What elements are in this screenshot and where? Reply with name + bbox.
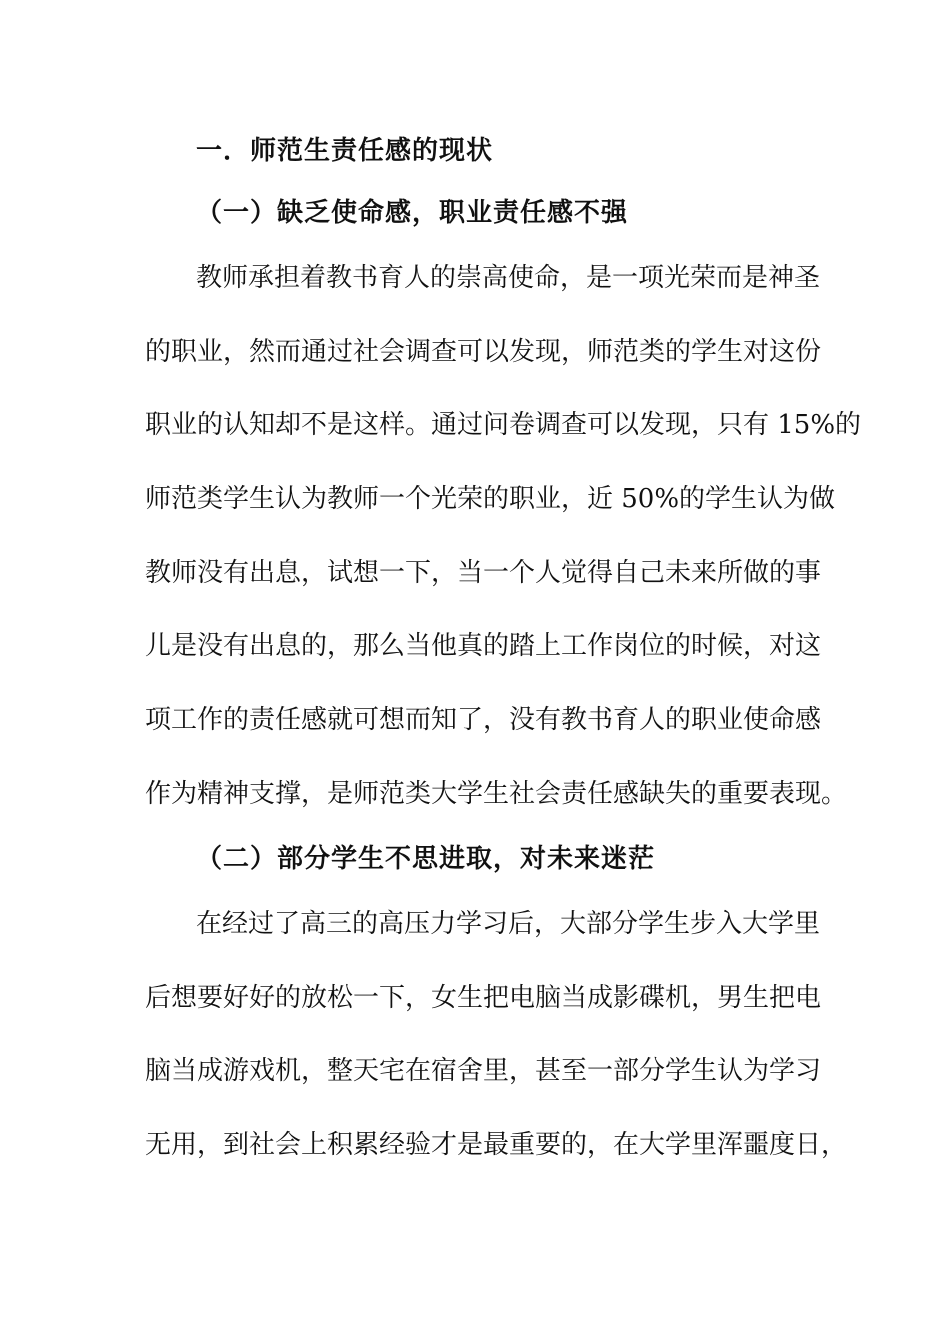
paragraph-line: 项工作的责任感就可想而知了，没有教书育人的职业使命感 [145,705,822,735]
paragraph-line: 儿是没有出息的，那么当他真的踏上工作岗位的时候，对这 [145,631,822,661]
subsection-title-2: （二）部分学生不思进取，对未来迷茫 [196,844,656,874]
paragraph-line: 教师承担着教书育人的崇高使命，是一项光荣而是神圣 [196,263,821,293]
paragraph-line: 师范类学生认为教师一个光荣的职业，近 50%的学生认为做 [145,484,836,514]
paragraph-line: 后想要好好的放松一下，女生把电脑当成影碟机，男生把电 [145,983,822,1013]
paragraph-line: 作为精神支撑，是师范类大学生社会责任感缺失的重要表现。 [145,779,848,809]
paragraph-line: 无用，到社会上积累经验才是最重要的，在大学里浑噩度日， [145,1130,848,1160]
paragraph-line: 脑当成游戏机，整天宅在宿舍里，甚至一部分学生认为学习 [145,1056,822,1086]
subsection-title-1: （一）缺乏使命感，职业责任感不强 [196,198,629,228]
paragraph-line: 职业的认知却不是这样。通过问卷调查可以发现，只有 15%的 [145,410,862,440]
paragraph-line: 在经过了高三的高压力学习后，大部分学生步入大学里 [196,909,821,939]
section-title: 一．师范生责任感的现状 [196,136,494,166]
paragraph-line: 教师没有出息，试想一下，当一个人觉得自己未来所做的事 [145,558,822,588]
paragraph-line: 的职业，然而通过社会调查可以发现，师范类的学生对这份 [145,337,822,367]
